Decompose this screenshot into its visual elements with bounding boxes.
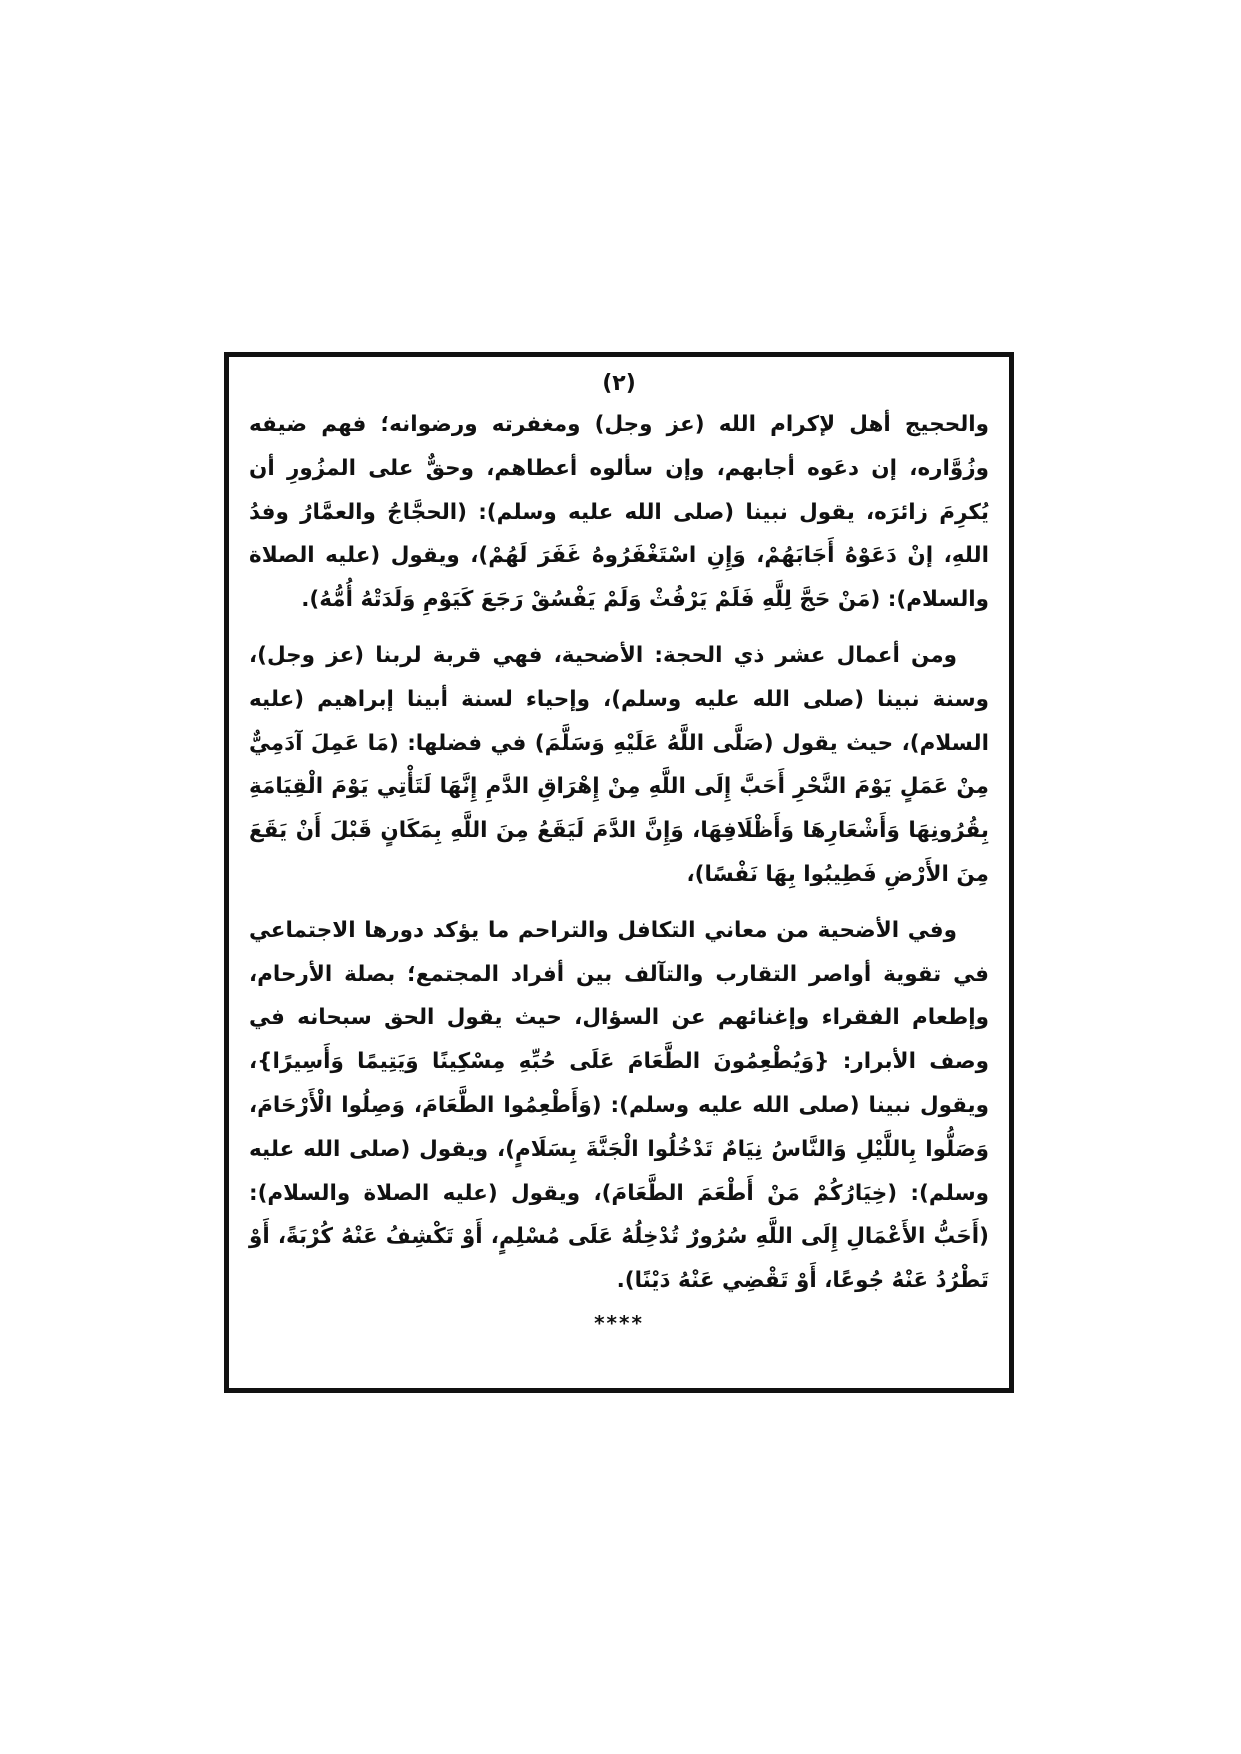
paragraph-udhiyah-virtue: ومن أعمال عشر ذي الحجة: الأضحية، فهي قربة لربنا (عز وجل)، وسنة نبينا (صلى الله عليه وسلم)، وإحياء لسنة أبينا إبراهيم (عليه السلام)، حيث يقول (صَلَّى اللَّهُ عَلَيْهِ وَسَلَّمَ) في فضلها: (مَا عَمِلَ آدَمِيٌّ مِنْ عَمَلٍ يَوْمَ النَّحْرِ أَحَبَّ إِلَى اللَّهِ مِنْ إِهْرَاقِ الدَّمِ إِنَّهَا لَتَأْتِي يَوْمَ الْقِيَامَةِ بِقُرُونِهَا وَأَشْعَارِهَا وَأَظْلَافِهَا، وَإِنَّ الدَّمَ لَيَقَعُ مِنَ اللَّهِ بِمَكَانٍ قَبْلَ أَنْ يَقَعَ مِنَ الأَرْضِ فَطِيبُوا بِهَا نَفْسًا)، — [249, 642, 989, 887]
paragraph-hajj-guests: والحجيج أهل لإكرام الله (عز وجل) ومغفرته ورضوانه؛ فهم ضيفه وزُوَّاره، إن دعَوه أجابهم، وإن سألوه أعطاهم، وحقٌّ على المزُورِ أن يُكرِمَ زائرَه، يقول نبينا (صلى الله عليه وسلم): (الحجَّاجُ والعمَّارُ وفدُ اللهِ، إنْ دَعَوْهُ أَجَابَهُمْ، وَإِنِ اسْتَغْفَرُوهُ غَفَرَ لَهُمْ)، ويقول (عليه الصلاة والسلام): (مَنْ حَجَّ لِلَّهِ فَلَمْ يَرْفُثْ وَلَمْ يَفْسُقْ رَجَعَ كَيَوْمِ وَلَدَتْهُ أُمُّهُ). — [249, 412, 989, 613]
paragraph-udhiyah-solidarity: وفي الأضحية من معاني التكافل والتراحم ما يؤكد دورها الاجتماعي في تقوية أواصر التقارب والتآلف بين أفراد المجتمع؛ بصلة الأرحام، وإطعام الفقراء وإغنائهم عن السؤال، حيث يقول الحق سبحانه في وصف الأبرار: {وَيُطْعِمُونَ الطَّعَامَ عَلَى حُبِّهِ مِسْكِينًا وَيَتِيمًا وَأَسِيرًا}، ويقول نبينا (صلى الله عليه وسلم): (وَأَطْعِمُوا الطَّعَامَ، وَصِلُوا الْأَرْحَامَ، وَصَلُّوا بِاللَّيْلِ وَالنَّاسُ نِيَامٌ تَدْخُلُوا الْجَنَّةَ بِسَلَامٍ)، ويقول (صلى الله عليه وسلم): (خِيَارُكُمْ مَنْ أَطْعَمَ الطَّعَامَ)، ويقول (عليه الصلاة والسلام): (أَحَبُّ الأَعْمَالِ إِلَى اللَّهِ سُرُورٌ تُدْخِلُهُ عَلَى مُسْلِمٍ، أَوْ تَكْشِفُ عَنْهُ كُرْبَةً، أَوْ تَطْرُدُ عَنْهُ جُوعًا، أَوْ تَقْضِي عَنْهُ دَيْنًا). — [249, 917, 989, 1294]
section-separator: **** — [594, 1310, 644, 1335]
page-frame — [224, 352, 1014, 1393]
page-number: (٢) — [602, 371, 636, 396]
body-text — [249, 403, 989, 1303]
